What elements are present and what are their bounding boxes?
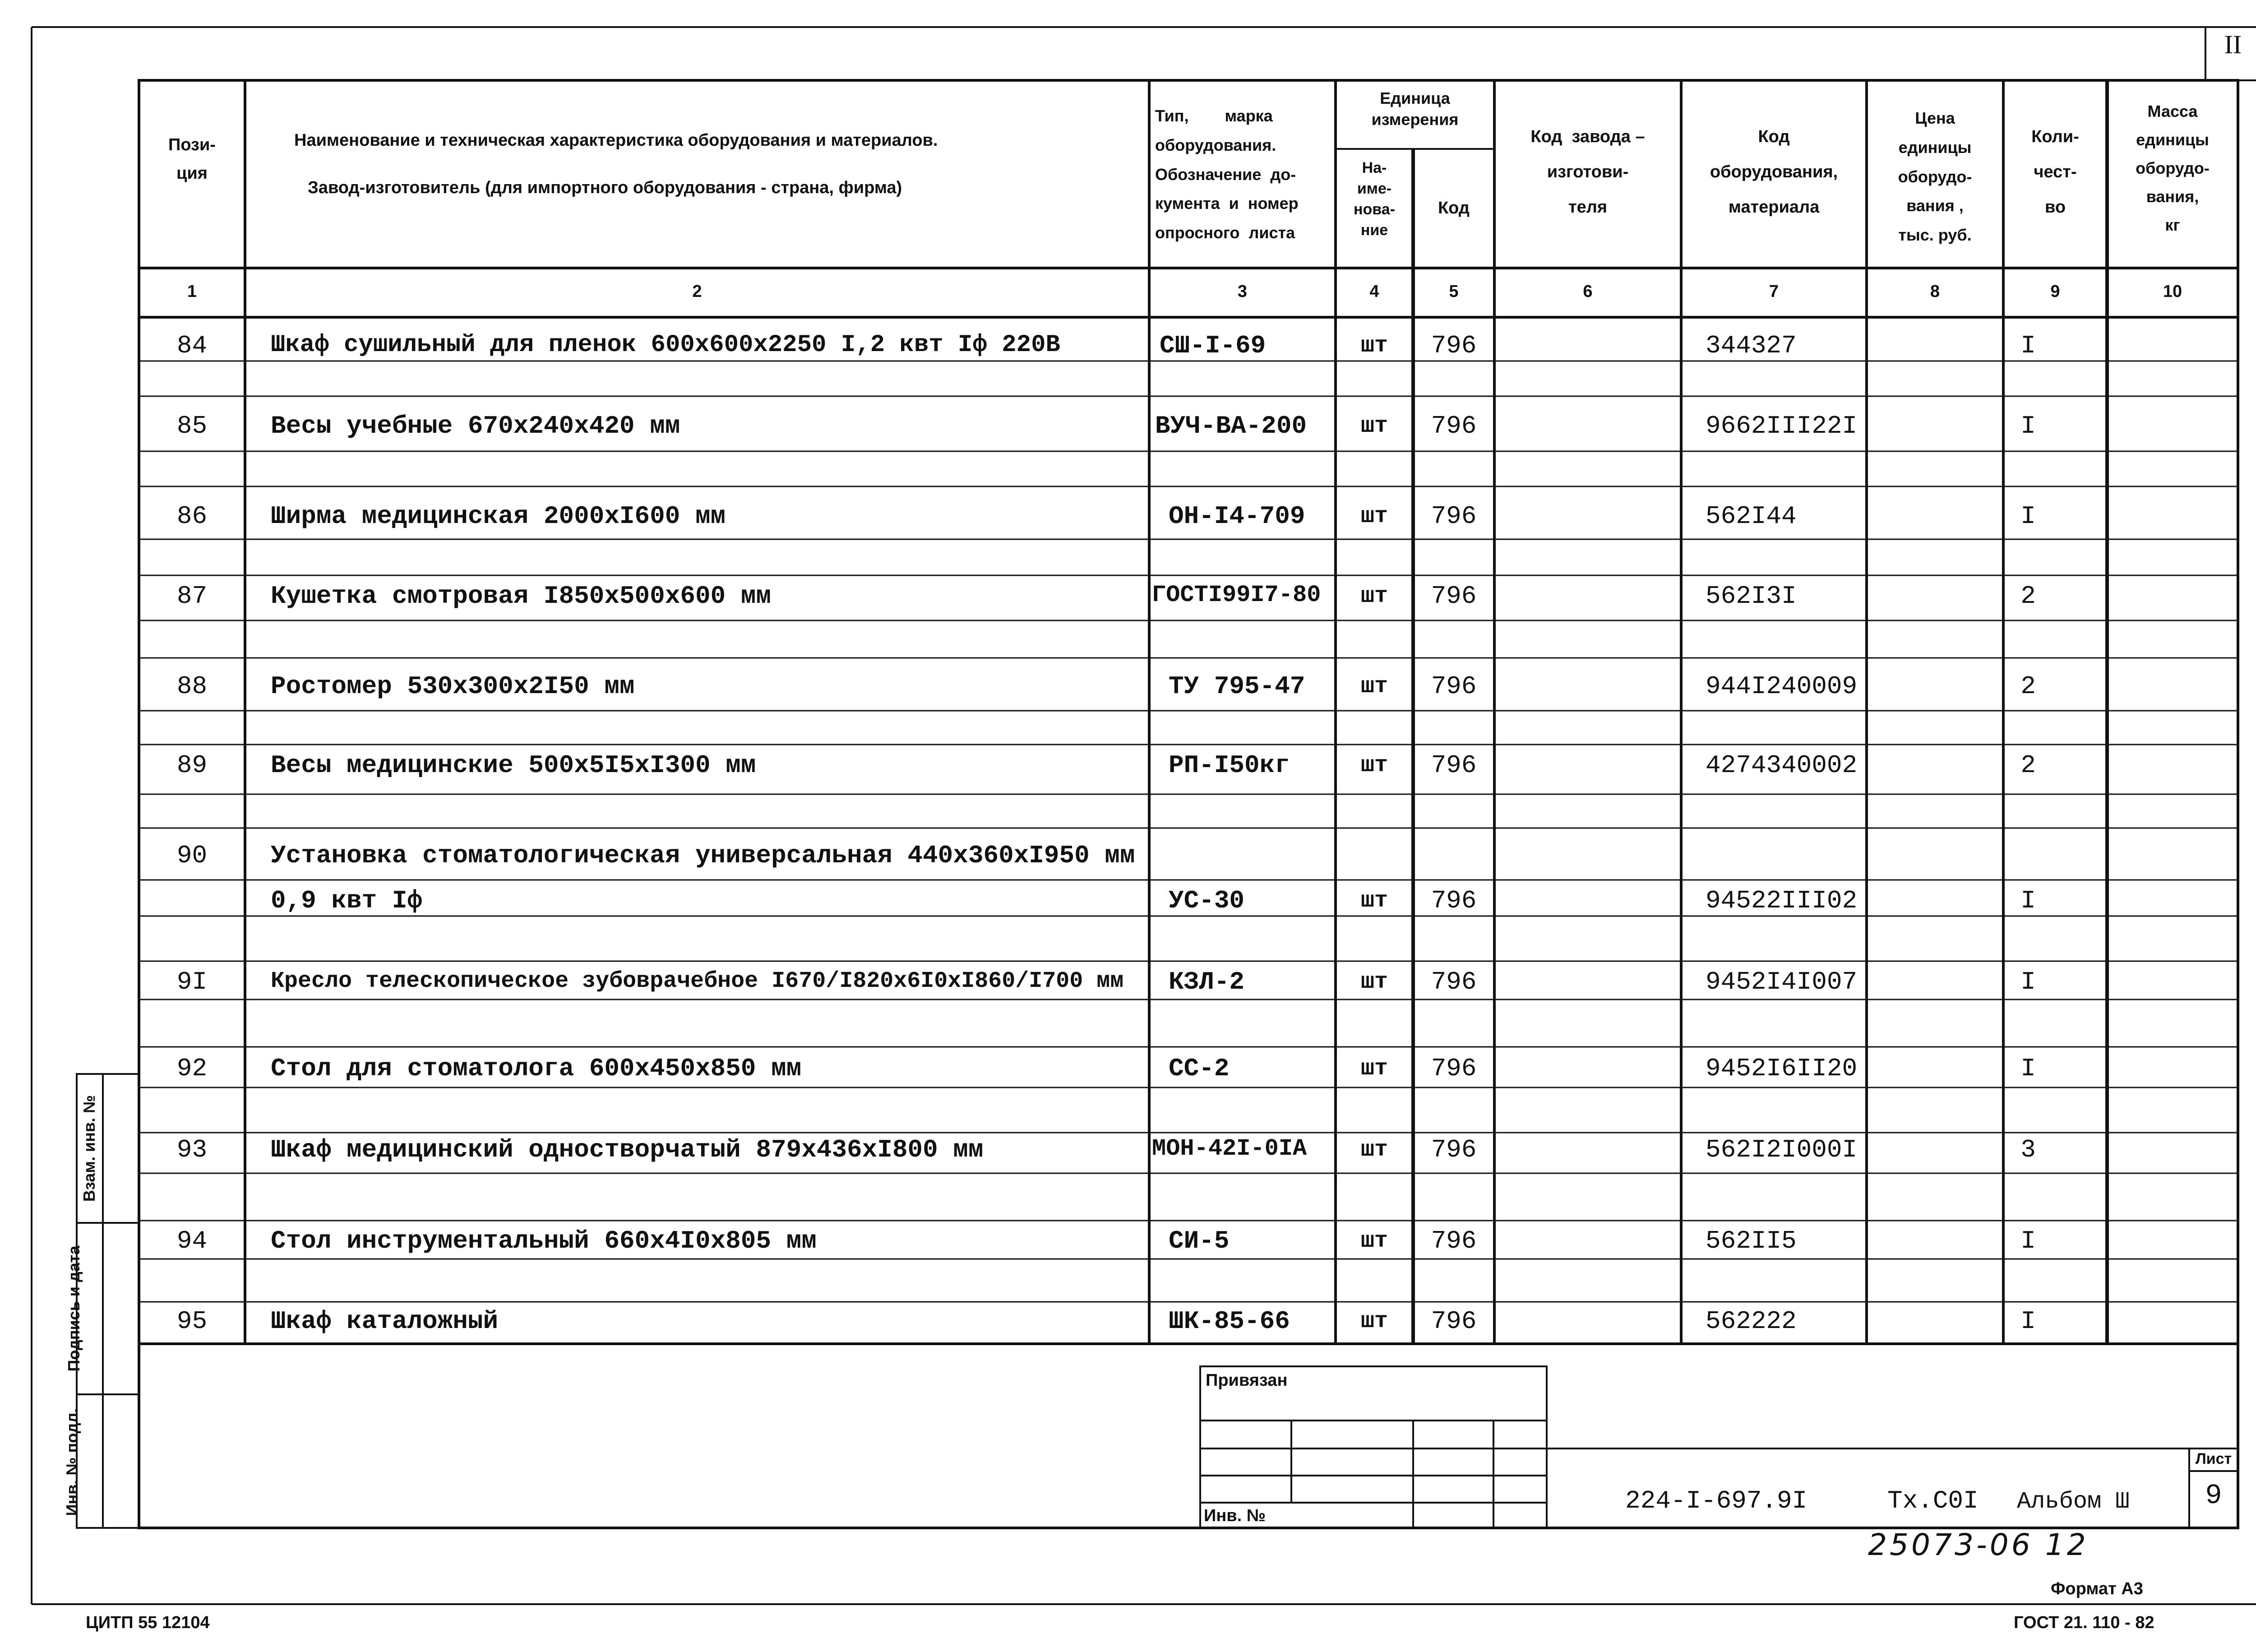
- row-unit: шт: [1360, 969, 1388, 995]
- sheet-number: 9: [2205, 1480, 2222, 1512]
- column-number: 5: [1449, 282, 1459, 301]
- row-quantity: I: [2020, 967, 2036, 996]
- column-number: 1: [187, 282, 197, 301]
- row-unit-code: 796: [1431, 672, 1477, 701]
- document-code: 224-I-697.9I: [1625, 1486, 1808, 1515]
- column-number: 7: [1769, 282, 1779, 301]
- column-number: 9: [2050, 282, 2060, 301]
- row-unit: шт: [1360, 674, 1388, 699]
- header-position: Пози- ция: [168, 135, 216, 183]
- row-type: ВУЧ-ВА-200: [1155, 412, 1307, 440]
- column-number: 4: [1369, 282, 1379, 301]
- row-unit-code: 796: [1431, 331, 1477, 360]
- side-stamp-signature: Подпись и дата: [65, 1245, 83, 1372]
- column-number: 8: [1930, 282, 1940, 301]
- row-position: 93: [176, 1135, 208, 1164]
- row-item-code: 562222: [1706, 1307, 1797, 1336]
- row-unit-code: 796: [1431, 582, 1477, 611]
- row-name: Шкаф медицинский одностворчатый 879х436хI800 мм: [271, 1135, 984, 1164]
- row-type: ТУ 795-47: [1169, 672, 1305, 701]
- row-item-code: 4274340002: [1706, 751, 1858, 780]
- header-unit-name: На- име- нова- ние: [1354, 159, 1395, 239]
- inv-number-label: Инв. №: [1204, 1506, 1266, 1525]
- row-quantity: I: [2020, 1226, 2036, 1255]
- row-unit-code: 796: [1431, 1135, 1477, 1164]
- row-unit-code: 796: [1431, 1054, 1477, 1083]
- column-number: 10: [2163, 282, 2182, 301]
- row-type: СШ-I-69: [1160, 331, 1266, 360]
- header-item-code: Код оборудования, материала: [1710, 127, 1838, 217]
- row-unit: шт: [1360, 413, 1388, 439]
- row-unit: шт: [1360, 888, 1388, 914]
- row-quantity: I: [2020, 1307, 2036, 1336]
- row-name: Кресло телескопическое зубоврачебное I670/I820х6I0хI860/I700 мм: [271, 968, 1124, 994]
- row-unit: шт: [1360, 1309, 1388, 1334]
- row-position: 87: [176, 582, 208, 611]
- row-name: Ростомер 530х300х2I50 мм: [271, 672, 635, 701]
- column-number: 3: [1237, 282, 1248, 301]
- row-type: ШК-85-66: [1169, 1307, 1290, 1336]
- handwritten-number: 25073-06 12: [1868, 1527, 2089, 1562]
- row-position: 92: [176, 1054, 208, 1083]
- row-type: СС-2: [1169, 1054, 1230, 1083]
- header-name-line2: Завод-изготовитель (для импортного оборудования - страна, фирма): [308, 178, 902, 197]
- row-type: УС-30: [1169, 886, 1245, 915]
- row-quantity: I: [2020, 502, 2036, 531]
- row-quantity: I: [2020, 412, 2036, 440]
- format-label: Формат А3: [2051, 1579, 2143, 1598]
- row-quantity: I: [2020, 1054, 2036, 1083]
- row-quantity: 2: [2020, 582, 2036, 611]
- row-unit: шт: [1360, 753, 1388, 778]
- row-item-code: 344327: [1706, 331, 1797, 360]
- header-unit-group: Единица измерения: [1371, 89, 1459, 129]
- sheet-corner-number: II: [2224, 30, 2242, 59]
- row-type: СИ-5: [1169, 1226, 1230, 1255]
- row-quantity: I: [2020, 331, 2036, 360]
- row-quantity: 3: [2020, 1135, 2036, 1164]
- row-unit-code: 796: [1431, 412, 1477, 440]
- side-stamp-vzam: Взам. инв. №: [80, 1095, 98, 1202]
- row-unit-code: 796: [1431, 967, 1477, 996]
- row-type: ГОСТI99I7-80: [1152, 582, 1321, 608]
- row-unit-code: 796: [1431, 1307, 1477, 1336]
- row-position: 94: [176, 1226, 208, 1255]
- row-item-code: 9452I4I007: [1706, 967, 1858, 996]
- row-position: 84: [176, 331, 208, 360]
- gost-label: ГОСТ 21. 110 - 82: [2014, 1613, 2154, 1632]
- header-type: Тип, марка оборудования. Обозначение до- кумента и номер опросного листа: [1155, 106, 1299, 242]
- row-name: Стол для стоматолога 600х450х850 мм: [271, 1054, 802, 1083]
- row-quantity: 2: [2020, 751, 2036, 780]
- header-price: Цена единицы оборудо- вания , тыс. руб.: [1898, 109, 1972, 245]
- column-number: 6: [1583, 282, 1593, 301]
- row-quantity: 2: [2020, 672, 2036, 701]
- row-type: РП-I50кг: [1169, 751, 1290, 780]
- row-item-code: 562I44: [1706, 502, 1797, 531]
- row-position: 89: [176, 751, 208, 780]
- row-unit: шт: [1360, 504, 1388, 529]
- row-name: Стол инструментальный 660х4I0х805 мм: [271, 1226, 817, 1255]
- row-position: 9I: [176, 967, 208, 996]
- privyazan-label: Привязан: [1206, 1371, 1288, 1390]
- row-position: 90: [176, 841, 208, 870]
- row-name: Весы медицинские 500х5I5хI300 мм: [271, 751, 756, 780]
- header-name-line1: Наименование и техническая характеристика оборудования и материалов.: [294, 131, 938, 150]
- row-item-code: 562I3I: [1706, 582, 1797, 611]
- citp-label: ЦИТП 55 12104: [86, 1613, 210, 1632]
- row-item-code: 562II5: [1706, 1226, 1797, 1255]
- row-unit-code: 796: [1431, 1226, 1477, 1255]
- row-position: 86: [176, 502, 208, 531]
- row-item-code: 562I2I000I: [1706, 1135, 1858, 1164]
- row-unit-code: 796: [1431, 886, 1477, 915]
- row-type: КЗЛ-2: [1169, 967, 1245, 996]
- row-type: ОН-I4-709: [1169, 502, 1305, 531]
- row-unit: шт: [1360, 1228, 1388, 1254]
- row-position: 95: [176, 1307, 208, 1336]
- header-unit-code: Код: [1438, 199, 1470, 217]
- row-item-code: 94522III02: [1706, 886, 1858, 915]
- row-unit-code: 796: [1431, 751, 1477, 780]
- header-quantity: Коли- чест- во: [2031, 127, 2079, 217]
- row-name: Кушетка смотровая I850х500х600 мм: [271, 582, 771, 611]
- row-name: Ширма медицинская 2000хI600 мм: [271, 502, 726, 531]
- document-section: Тх.С0I: [1887, 1486, 1979, 1515]
- row-position: 88: [176, 672, 208, 701]
- sheet-label: Лист: [2195, 1450, 2232, 1467]
- row-unit: шт: [1360, 583, 1388, 609]
- row-type: МОН-42I-0IА: [1152, 1135, 1307, 1162]
- row-quantity: I: [2020, 886, 2036, 915]
- row-position: 85: [176, 412, 208, 440]
- row-name: Шкаф каталожный: [271, 1307, 499, 1336]
- row-name: Шкаф сушильный для пленок 600х600х2250 I,2 квт Iф 220В: [271, 331, 1060, 359]
- row-item-code: 944I240009: [1706, 672, 1858, 701]
- row-name: Весы учебные 670х240х420 мм: [271, 412, 680, 440]
- side-stamp-inv: Инв. № подл.: [63, 1408, 81, 1516]
- row-unit: шт: [1360, 333, 1388, 359]
- column-number: 2: [692, 282, 702, 301]
- row-unit-code: 796: [1431, 502, 1477, 531]
- header-factory-code: Код завода – изготови- теля: [1530, 127, 1645, 217]
- row-name-continued: 0,9 квт Iф: [271, 886, 423, 915]
- album-label: Альбом Ш: [2017, 1488, 2130, 1515]
- header-mass: Масса единицы оборудо- вания, кг: [2136, 102, 2210, 234]
- row-item-code: 9452I6II20: [1706, 1054, 1858, 1083]
- row-unit: шт: [1360, 1056, 1388, 1082]
- row-name: Установка стоматологическая универсальная 440х360хI950 мм: [271, 841, 1135, 870]
- row-item-code: 9662III22I: [1706, 412, 1858, 440]
- row-unit: шт: [1360, 1137, 1388, 1163]
